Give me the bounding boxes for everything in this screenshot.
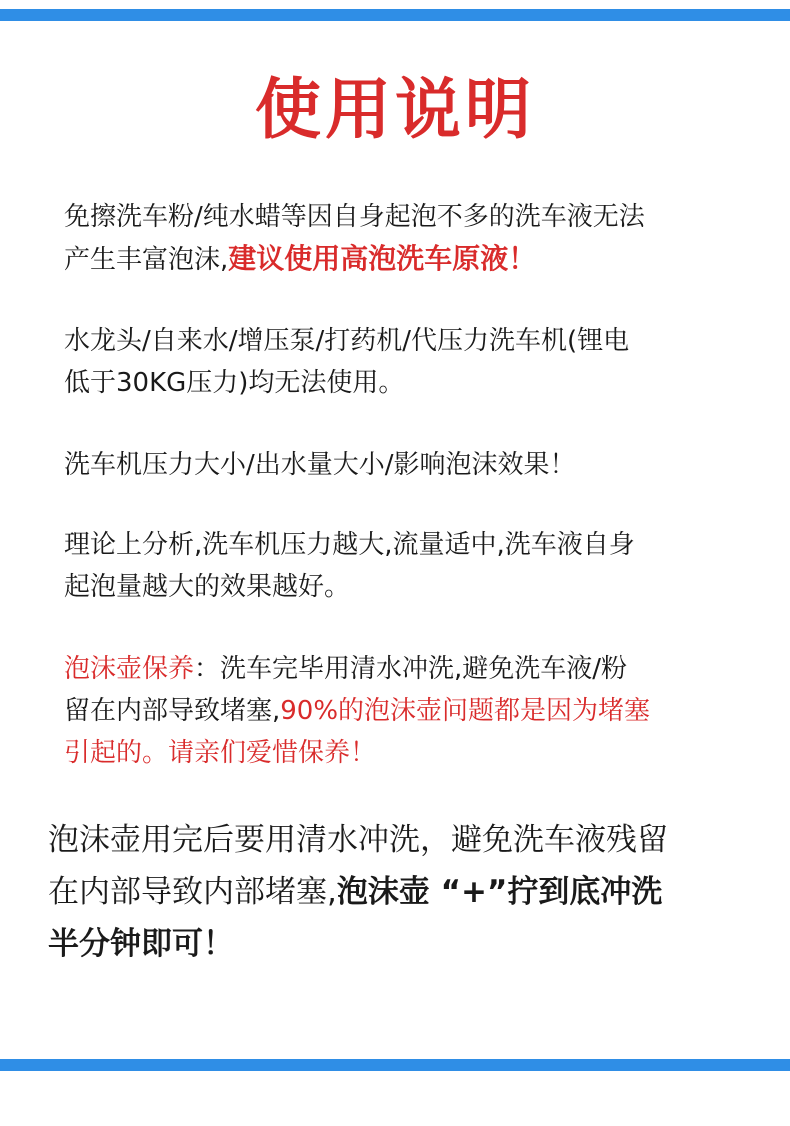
paragraph-text: 留在内部导致堵塞, [64, 696, 281, 726]
maintenance-warning: 90%的泡沫壶问题都是因为堵塞 [280, 696, 651, 726]
page-title: 使用说明 [255, 71, 535, 148]
maintenance-warning: 引起的。请亲们爱惜保养！ [64, 738, 377, 768]
paragraph-line: 泡沫壶用完后要用清水冲洗，避免洗车液残留 [48, 822, 668, 858]
top-blue-bar [0, 9, 790, 21]
bottom-blue-bar [0, 1059, 790, 1071]
paragraph-line [64, 238, 744, 281]
rinse-emphasis: 半分钟即可！ [48, 926, 234, 962]
paragraph-text: 在内部导致内部堵塞, [48, 874, 337, 910]
paragraph-line [48, 866, 768, 918]
paragraph-line [64, 648, 744, 690]
paragraph-text: 产生丰富泡沫, [64, 245, 229, 275]
rinse-emphasis: 泡沫壶 “+”拧到底冲洗 [336, 874, 663, 910]
paragraph-line: 理论上分析,洗车机压力越大,流量适中,洗车液自身 [64, 530, 635, 560]
paragraph-line: 低于30KG压力)均无法使用。 [64, 368, 405, 398]
paragraph-line: 免擦洗车粉/纯水蜡等因自身起泡不多的洗车液无法 [64, 202, 645, 232]
paragraph-text: ：洗车完毕用清水冲洗,避免洗车液/粉 [194, 654, 628, 684]
paragraph-line: 起泡量越大的效果越好。 [64, 572, 351, 602]
final-rinse-instruction [48, 814, 768, 970]
paragraph-pressure-effect [64, 444, 744, 486]
paragraph-foam-notice [64, 196, 744, 281]
paragraph-line [64, 690, 744, 732]
paragraph-line: 水龙头/自来水/增压泵/打药机/代压力洗车机(锂电 [64, 326, 630, 356]
recommendation-emphasis: 建议使用高泡洗车原液！ [228, 242, 537, 275]
paragraph-maintenance [64, 648, 744, 774]
paragraph-theory [64, 524, 744, 608]
paragraph-line: 洗车机压力大小/出水量大小/影响泡沫效果！ [64, 450, 576, 480]
maintenance-label: 泡沫壶保养 [64, 654, 195, 684]
paragraph-incompatible-devices [64, 320, 744, 404]
